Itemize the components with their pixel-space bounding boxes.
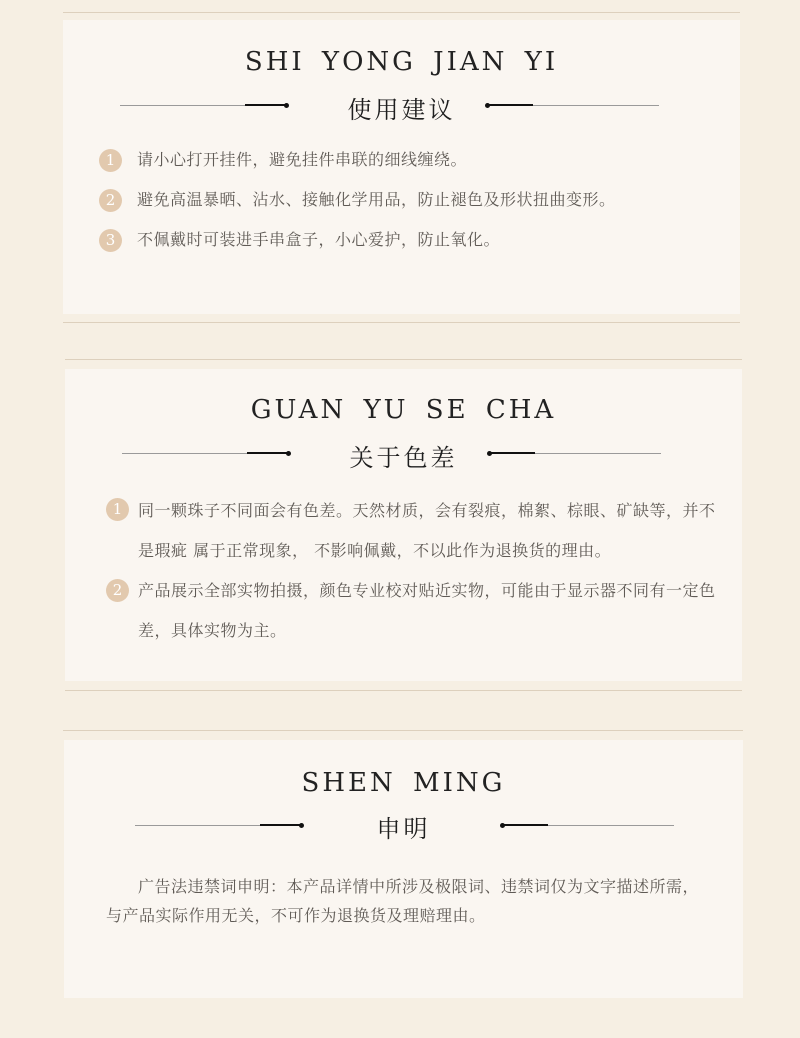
list-item: 同一颗珠子不同面会有色差。天然材质，会有裂痕，棉絮、棕眼、矿缺等，并不是瑕疵 属于正常现象， 不影响佩戴，不以此作为退换货的理由。 (138, 501, 716, 560)
color-difference-section (65, 369, 742, 681)
divider-1b (65, 359, 742, 360)
section-title: GUAN YU SE CHA (250, 395, 557, 425)
section-subtitle: 申明 (376, 815, 431, 843)
usage-advice-section (63, 20, 740, 314)
number-badge: 1 (106, 498, 129, 521)
divider-2a (65, 690, 742, 691)
section-title: SHEN MING (301, 768, 506, 798)
list-item: 避免高温暴晒、沾水、接触化学用品，防止褪色及形状扭曲变形。 (137, 190, 616, 209)
section-subtitle: 关于色差 (349, 444, 458, 472)
divider-2b (63, 730, 743, 731)
list-item: 产品展示全部实物拍摄，颜色专业校对贴近实物，可能由于显示器不同有一定色差，具体实物为主。 (138, 581, 716, 640)
section-title: SHI YONG JIAN YI (244, 47, 559, 77)
number-badge: 2 (99, 189, 122, 212)
right-divider-ornament (485, 100, 659, 111)
number-badge: 1 (99, 149, 122, 172)
list-item: 不佩戴时可装进手串盒子，小心爱护，防止氧化。 (137, 230, 501, 249)
number-badge: 2 (106, 579, 129, 602)
divider-top (63, 12, 740, 13)
right-divider-ornament (487, 448, 661, 459)
list-item: 请小心打开挂件，避免挂件串联的细线缠绕。 (137, 150, 468, 169)
divider-1a (63, 322, 740, 323)
right-divider-ornament (500, 820, 674, 831)
statement-section (64, 740, 743, 998)
statement-text: 广告法违禁词申明：本产品详情中所涉及极限词、违禁词仅为文字描述所需，与产品实际作用无关，不可作为退换货及理赔理由。 (106, 877, 700, 925)
number-badge: 3 (99, 229, 122, 252)
section-subtitle: 使用建议 (347, 96, 456, 124)
